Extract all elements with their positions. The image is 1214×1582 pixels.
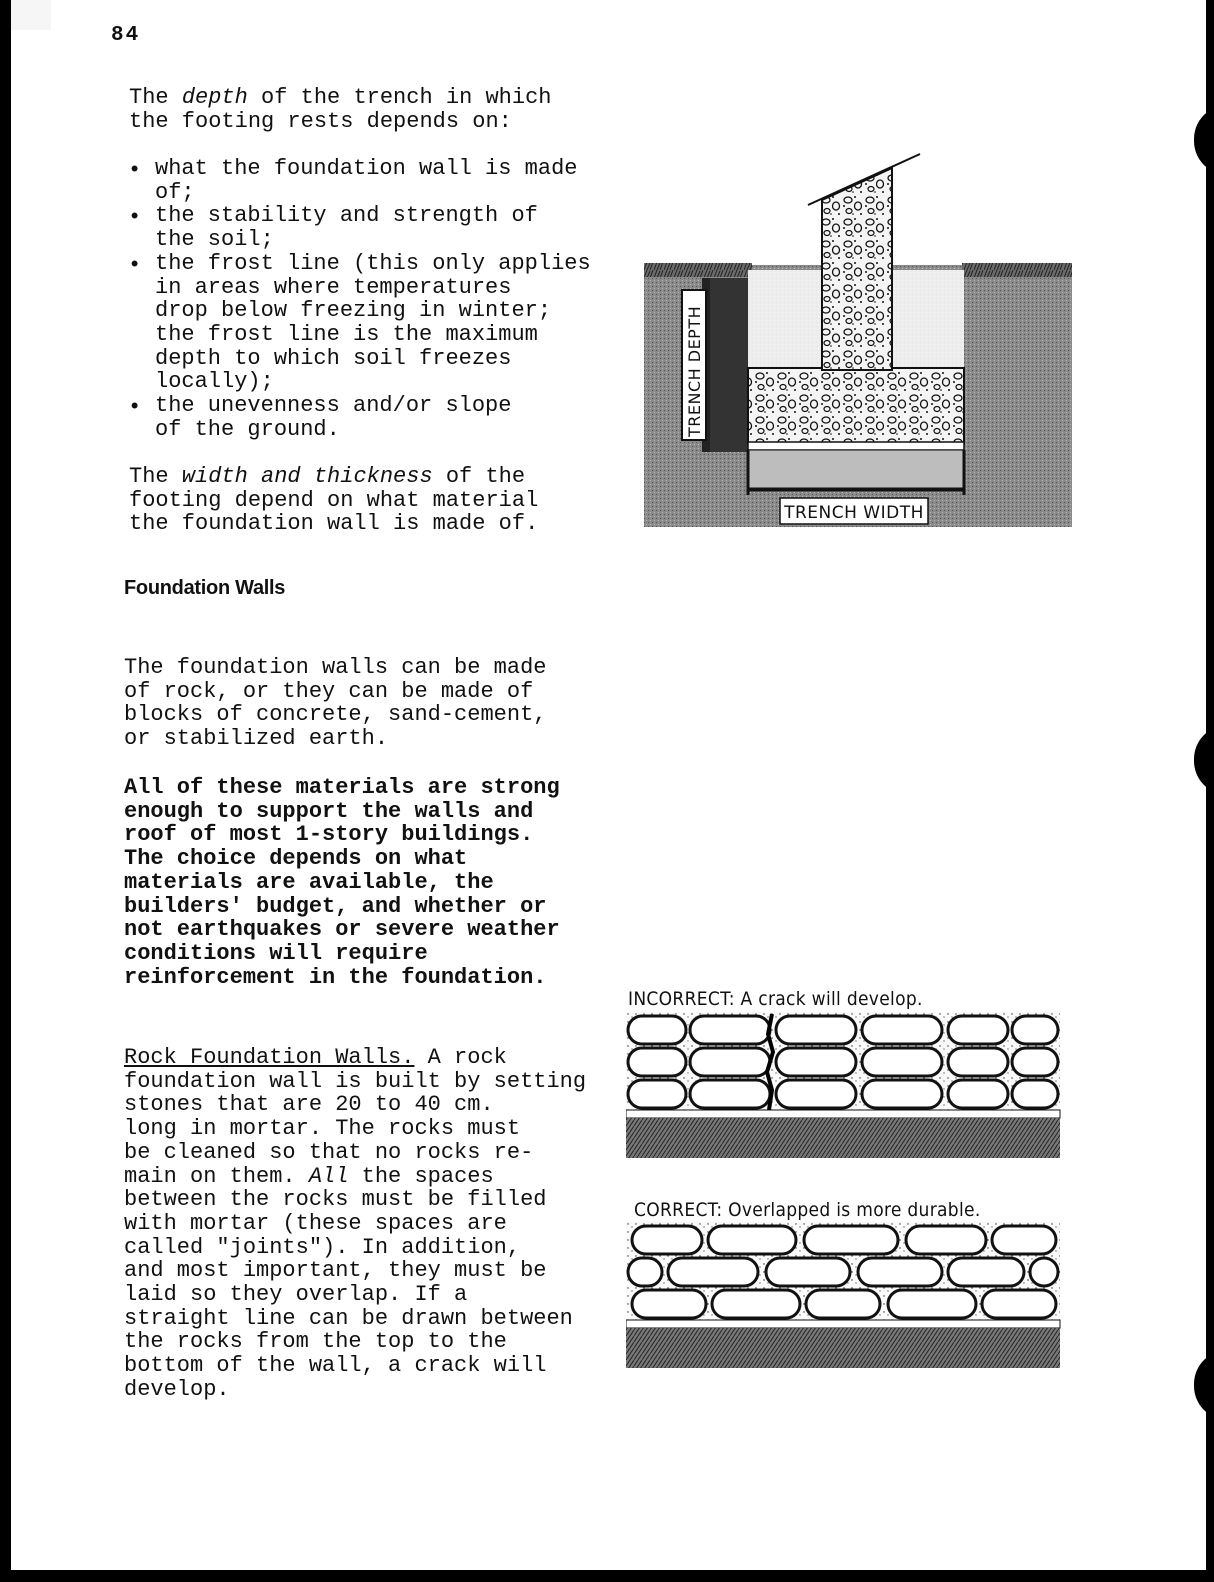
page-edge-bottom (0, 1570, 1214, 1582)
width-paragraph: The width and thickness of the footing depend on what material the foundation wall is made of. (129, 464, 539, 537)
depth-factors-list (128, 157, 648, 441)
rock-walls-paragraph: Rock Foundation Walls. A rock foundation wall is built by setting stones that are 20 to 40 cm. long in mortar. The rocks must be cleaned so that no rocks re- main on them. All the spaces between the rocks must be filled with mortar (these spaces are called "joints"). In addition, and most important, they must be laid so they overlap. If a straight line can be drawn between the rocks from the top to the bottom of the wall, a crack will develop. (124, 1045, 587, 1402)
page-number: 84 (111, 24, 141, 47)
list-item: • what the foundation wall is made of; (128, 157, 648, 204)
trench-diagram (644, 150, 1072, 532)
scan-speck (11, 0, 51, 30)
trench-depth-label: TRENCH DEPTH (685, 305, 704, 437)
strength-paragraph: All of these materials are strong enough to support the walls and roof of most 1-story buildings. The choice depends on what materials are available, the builders' budget, and whether or not earthquakes or severe weather conditions will require reinforcement in the foundation. (124, 775, 560, 990)
emphasis-all: All (308, 1163, 349, 1189)
trench-width-label: TRENCH WIDTH (784, 503, 924, 523)
emphasis-width: width and thickness (181, 464, 433, 489)
correct-stone-wall-diagram (626, 1222, 1062, 1372)
rock-walls-title: Rock Foundation Walls. (124, 1045, 415, 1070)
correct-caption: CORRECT: Overlapped is more durable. (634, 1199, 981, 1221)
materials-paragraph: The foundation walls can be made of rock, or they can be made of blocks of concrete, sand-cement, or stabilized earth. (124, 655, 547, 752)
binder-tab-2 (1194, 725, 1214, 795)
incorrect-caption: INCORRECT: A crack will develop. (628, 988, 923, 1010)
page-edge-left (0, 0, 11, 1582)
section-heading: Foundation Walls (124, 577, 286, 599)
list-item: • the frost line (this only applies in areas where temperatures drop below freezing in winter; the frost line is the maximum depth to which soil freezes locally); (128, 252, 648, 394)
binder-tab-1 (1194, 105, 1214, 175)
list-item: • the stability and strength of the soil; (128, 204, 648, 251)
binder-tab-3 (1194, 1350, 1214, 1420)
emphasis-depth: depth (181, 85, 248, 110)
incorrect-stone-wall-diagram (626, 1012, 1062, 1162)
intro-paragraph: The depth of the trench in which the footing rests depends on: (129, 85, 552, 134)
list-item: • the unevenness and/or slope of the ground. (128, 394, 648, 441)
